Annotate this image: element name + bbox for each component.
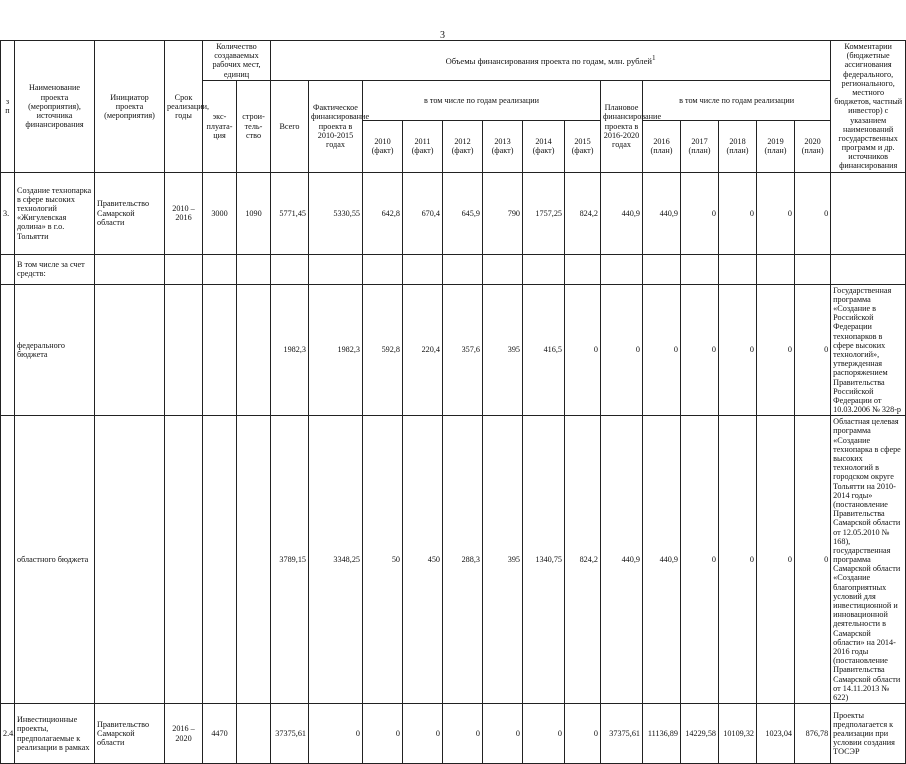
row-fact-value: 1340,75: [523, 416, 565, 704]
row-plan-value: 0: [719, 284, 757, 416]
col-by-year-fact-header: в том числе по годам реализации: [363, 80, 601, 120]
row-jobs-exp: [203, 254, 237, 284]
row-comment: [831, 254, 906, 284]
row-fact-value: 0: [443, 704, 483, 764]
row-initiator: [95, 284, 165, 416]
year-header: 2012 (факт): [443, 120, 483, 172]
row-fact-value: 50: [363, 416, 403, 704]
table-row: [1, 704, 906, 764]
row-plan-value: 0: [681, 172, 719, 254]
row-actual: 1982,3: [309, 284, 363, 416]
table-row: [1, 254, 906, 284]
row-fact-value: [483, 254, 523, 284]
row-plan-value: 1023,04: [757, 704, 795, 764]
row-plan-total: [601, 254, 643, 284]
row-actual: 5330,55: [309, 172, 363, 254]
row-fact-value: 450: [403, 416, 443, 704]
table-row: [1, 416, 906, 704]
row-fact-value: 0: [363, 704, 403, 764]
row-fact-value: [523, 254, 565, 284]
col-initiator-header: Инициатор проекта (мероприятия): [95, 41, 165, 173]
row-jobs-build: [237, 704, 271, 764]
col-term-header: Срок реализации, годы: [165, 41, 203, 173]
row-fact-value: 357,6: [443, 284, 483, 416]
row-plan-value: 0: [757, 172, 795, 254]
row-fact-value: [443, 254, 483, 284]
row-plan-value: 440,9: [643, 172, 681, 254]
row-name: федерального бюджета: [15, 284, 95, 416]
row-fact-value: 0: [523, 704, 565, 764]
row-plan-value: [795, 254, 831, 284]
row-plan-value: [719, 254, 757, 284]
row-fact-value: 642,8: [363, 172, 403, 254]
col-volume-header: [271, 41, 831, 81]
row-fact-value: 0: [565, 284, 601, 416]
row-fact-value: 1757,25: [523, 172, 565, 254]
row-plan-value: 0: [795, 416, 831, 704]
row-plan-value: 0: [795, 172, 831, 254]
row-term: [165, 416, 203, 704]
row-plan-value: 876,78: [795, 704, 831, 764]
col-num-header: з п: [1, 41, 15, 173]
row-fact-value: 790: [483, 172, 523, 254]
row-fact-value: 0: [565, 704, 601, 764]
page-number: 3: [440, 30, 445, 41]
col-by-year-plan-header: в том числе по годам реализации: [643, 80, 831, 120]
year-header: 2018 (план): [719, 120, 757, 172]
year-header: 2016 (план): [643, 120, 681, 172]
row-plan-value: 14229,58: [681, 704, 719, 764]
row-term: 2010 – 2016: [165, 172, 203, 254]
row-plan-total: 37375,61: [601, 704, 643, 764]
row-fact-value: 645,9: [443, 172, 483, 254]
row-fact-value: 288,3: [443, 416, 483, 704]
row-jobs-build: [237, 284, 271, 416]
row-term: 2016 – 2020: [165, 704, 203, 764]
row-actual: [309, 254, 363, 284]
row-total: 37375,61: [271, 704, 309, 764]
row-plan-value: 0: [681, 284, 719, 416]
row-plan-value: 0: [719, 416, 757, 704]
year-header: 2017 (план): [681, 120, 719, 172]
row-plan-total: 440,9: [601, 416, 643, 704]
col-name-header: Наименование проекта (мероприятия), источника финансирования: [15, 41, 95, 173]
row-fact-value: 824,2: [565, 416, 601, 704]
row-plan-value: [757, 254, 795, 284]
row-plan-total: 0: [601, 284, 643, 416]
row-fact-value: 824,2: [565, 172, 601, 254]
row-initiator: [95, 416, 165, 704]
row-name: областного бюджета: [15, 416, 95, 704]
col-actual-header: Фактическое финансирование проекта в 2010-2015 годах: [309, 80, 363, 172]
col-comment-header: Комментарии (бюджетные ассигнования федерального, регионального, местного бюджетов, частный инвестор) с указанием наименований государственных программ и др. источников финансирования: [831, 41, 906, 173]
financing-table: [0, 40, 906, 764]
col-jobs-header: Количество создаваемых рабочих мест, единиц: [203, 41, 271, 81]
table-row: [1, 172, 906, 254]
row-number: [1, 284, 15, 416]
row-total: [271, 254, 309, 284]
row-number: 2.4.: [1, 704, 15, 764]
row-comment: [831, 172, 906, 254]
row-jobs-build: 1090: [237, 172, 271, 254]
row-comment: Областная целевая программа «Создание технопарка в сфере высоких технологий в городском округе Тольятти на 2010-2014 годы» (постановление Правительства Самарской области от 12.05.2010 № 168), государственная программа Самарской области «Создание благоприятных условий для инвестиционной и инновационной деятельности в Самарской области» на 2014-2016 годы (постановление Правительства Самарской области от 14.11.2013 № 622): [831, 416, 906, 704]
row-total: 1982,3: [271, 284, 309, 416]
col-total-header: Всего: [271, 80, 309, 172]
row-plan-value: 0: [795, 284, 831, 416]
row-number: [1, 254, 15, 284]
row-plan-value: 10109,32: [719, 704, 757, 764]
row-name: В том числе за счет средств:: [15, 254, 95, 284]
row-fact-value: 395: [483, 284, 523, 416]
row-comment: Государственная программа «Создание в Российской Федерации технопарков в сфере высоких технологий», утвержденная распоряжением Правительства Российской Федерации от 10.03.2006 № 328-р: [831, 284, 906, 416]
row-plan-value: 11136,89: [643, 704, 681, 764]
col-volume-title: Объемы финансирования проекта по годам, млн. рублей: [445, 55, 652, 66]
year-header: 2010 (факт): [363, 120, 403, 172]
row-fact-value: 0: [483, 704, 523, 764]
year-header: 2011 (факт): [403, 120, 443, 172]
row-jobs-build: [237, 416, 271, 704]
row-plan-value: 0: [719, 172, 757, 254]
row-initiator: Правительство Самарской области: [95, 172, 165, 254]
row-jobs-exp: [203, 416, 237, 704]
row-number: [1, 416, 15, 704]
row-plan-value: 0: [757, 416, 795, 704]
row-plan-value: [681, 254, 719, 284]
col-plan-header: Плановое финансирование проекта в 2016-2020 годах: [601, 80, 643, 172]
row-fact-value: 416,5: [523, 284, 565, 416]
row-fact-value: 670,4: [403, 172, 443, 254]
row-term: [165, 284, 203, 416]
row-fact-value: 220,4: [403, 284, 443, 416]
row-name: Создание технопарка в сфере высоких технологий «Жигулевская долина» в г.о. Тольятти: [15, 172, 95, 254]
row-plan-value: 440,9: [643, 416, 681, 704]
row-jobs-build: [237, 254, 271, 284]
year-header: 2020 (план): [795, 120, 831, 172]
row-initiator: [95, 254, 165, 284]
row-plan-value: 0: [757, 284, 795, 416]
year-header: 2015 (факт): [565, 120, 601, 172]
row-total: 5771,45: [271, 172, 309, 254]
row-comment: Проекты предполагается к реализации при условии создания ТОСЭР: [831, 704, 906, 764]
row-total: 3789,15: [271, 416, 309, 704]
row-fact-value: [565, 254, 601, 284]
row-plan-value: [643, 254, 681, 284]
row-plan-value: 0: [681, 416, 719, 704]
row-number: 3.: [1, 172, 15, 254]
year-header: 2013 (факт): [483, 120, 523, 172]
col-jobs-build-header: строи-тель-ство: [237, 80, 271, 172]
row-term: [165, 254, 203, 284]
year-header: 2019 (план): [757, 120, 795, 172]
row-initiator: Правительство Самарской области: [95, 704, 165, 764]
row-plan-value: 0: [643, 284, 681, 416]
table-row: [1, 284, 906, 416]
row-jobs-exp: 4470: [203, 704, 237, 764]
col-volume-footnote: 1: [652, 54, 656, 63]
row-actual: 0: [309, 704, 363, 764]
row-fact-value: 592,8: [363, 284, 403, 416]
row-fact-value: 395: [483, 416, 523, 704]
row-name: Инвестиционные проекты, предполагаемые к реализации в рамках: [15, 704, 95, 764]
row-plan-total: 440,9: [601, 172, 643, 254]
year-header: 2014 (факт): [523, 120, 565, 172]
row-fact-value: 0: [403, 704, 443, 764]
col-jobs-exp-header: экс-плуата-ция: [203, 80, 237, 172]
row-actual: 3348,25: [309, 416, 363, 704]
row-jobs-exp: [203, 284, 237, 416]
row-fact-value: [363, 254, 403, 284]
row-fact-value: [403, 254, 443, 284]
row-jobs-exp: 3000: [203, 172, 237, 254]
